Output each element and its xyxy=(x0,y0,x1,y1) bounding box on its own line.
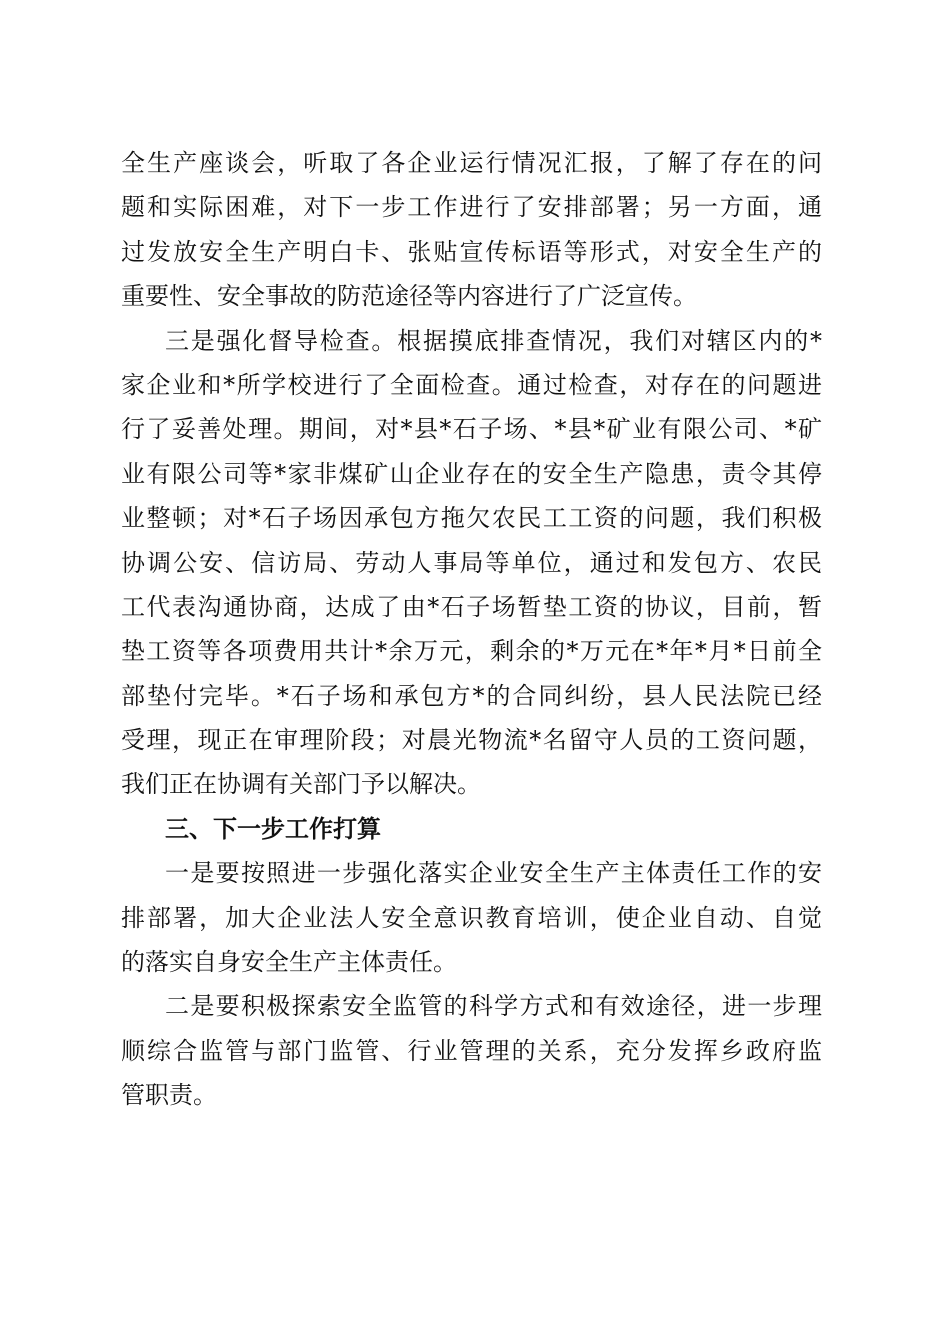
text-line: 家企业和*所学校进行了全面检查。通过检查，对存在的问题进 xyxy=(121,370,822,399)
text-line: 行了妥善处理。期间，对*县*石子场、*县*矿业有限公司、*矿 xyxy=(121,415,822,444)
text-line: 管职责。 xyxy=(121,1081,217,1110)
text-line: 垫工资等各项费用共计*余万元，剩余的*万元在*年*月*日前全 xyxy=(121,637,822,666)
section-heading: 三、下一步工作打算 xyxy=(165,814,381,843)
text-line: 题和实际困难，对下一步工作进行了安排部署；另一方面，通 xyxy=(121,193,822,222)
text-line: 的落实自身安全生产主体责任。 xyxy=(121,948,457,977)
paragraph-start-line: 一是要按照进一步强化落实企业安全生产主体责任工作的安 xyxy=(165,859,822,888)
paragraph-start-line: 三是强化督导检查。根据摸底排查情况，我们对辖区内的* xyxy=(165,326,822,355)
text-line: 工代表沟通协商，达成了由*石子场暂垫工资的协议，目前，暂 xyxy=(121,592,822,621)
text-line: 业整顿；对*石子场因承包方拖欠农民工工资的问题，我们积极 xyxy=(121,504,822,533)
text-line: 部垫付完毕。*石子场和承包方*的合同纠纷，县人民法院已经 xyxy=(121,681,822,710)
text-line: 重要性、安全事故的防范途径等内容进行了广泛宣传。 xyxy=(121,282,697,311)
text-line: 我们正在协调有关部门予以解决。 xyxy=(121,770,481,799)
text-line: 受理，现正在审理阶段；对晨光物流*名留守人员的工资问题， xyxy=(121,726,822,755)
paragraph-start-line: 二是要积极探索安全监管的科学方式和有效途径，进一步理 xyxy=(165,992,822,1021)
document-body xyxy=(121,141,822,1118)
text-line: 过发放安全生产明白卡、张贴宣传标语等形式，对安全生产的 xyxy=(121,237,822,266)
text-line: 业有限公司等*家非煤矿山企业存在的安全生产隐患，责令其停 xyxy=(121,459,822,488)
text-line: 协调公安、信访局、劳动人事局等单位，通过和发包方、农民 xyxy=(121,548,822,577)
text-line: 全生产座谈会，听取了各企业运行情况汇报，了解了存在的问 xyxy=(121,149,822,177)
text-line: 顺综合监管与部门监管、行业管理的关系，充分发挥乡政府监 xyxy=(121,1036,822,1065)
text-line: 排部署，加大企业法人安全意识教育培训，使企业自动、自觉 xyxy=(121,903,822,932)
